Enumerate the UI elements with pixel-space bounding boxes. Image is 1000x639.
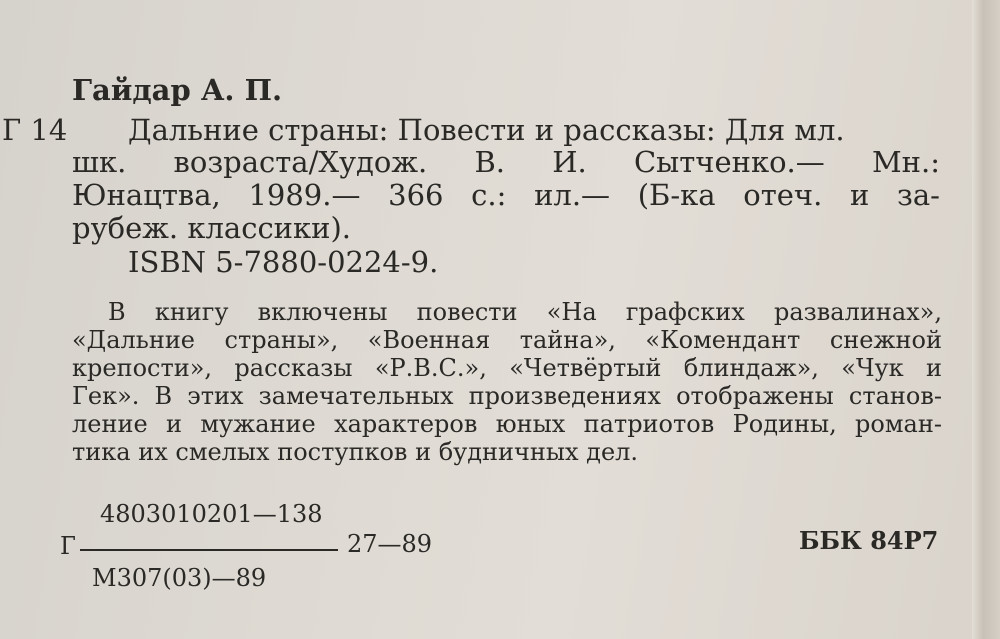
word: и xyxy=(849,178,870,212)
fraction-rule xyxy=(80,549,338,551)
word: Родины, xyxy=(732,410,837,438)
word: Юнацтва, xyxy=(72,178,221,212)
description-line-2 xyxy=(72,145,940,179)
imprint-numerator: 4803010201—138 xyxy=(100,500,323,528)
word: замечательных xyxy=(258,382,454,410)
word: (Б-ка xyxy=(637,178,716,212)
word: и xyxy=(166,410,182,438)
imprint-right-number: 27—89 xyxy=(347,530,433,558)
description-line-1: Дальние страны: Повести и рассказы: Для мл. xyxy=(128,113,845,147)
catalog-code: Г 14 xyxy=(2,113,68,147)
word: В xyxy=(154,382,173,410)
annotation-line-5 xyxy=(72,410,942,438)
word: И. xyxy=(552,145,587,179)
word: станов- xyxy=(848,382,942,410)
word: 1989.— xyxy=(248,178,361,212)
word: рассказы xyxy=(234,354,353,382)
annotation-line-3 xyxy=(72,354,942,382)
word: роман- xyxy=(855,410,942,438)
word: Сытченко.— xyxy=(633,145,825,179)
word: В xyxy=(108,298,126,326)
page-edge xyxy=(972,0,1000,639)
word: «Комендант xyxy=(645,326,801,354)
word: «Военная xyxy=(367,326,491,354)
annotation-line-2 xyxy=(72,326,942,354)
author-heading: Гайдар А. П. xyxy=(72,73,283,107)
word: страны», xyxy=(224,326,339,354)
word: с.: xyxy=(471,178,507,212)
word: развалинах», xyxy=(774,298,942,326)
word: юных xyxy=(495,410,566,438)
word: возраста/Худож. xyxy=(173,145,428,179)
word: книгу xyxy=(154,298,229,326)
word: крепости», xyxy=(72,354,213,382)
word: патриотов xyxy=(583,410,715,438)
word: «Дальние xyxy=(72,326,196,354)
word: мужание xyxy=(200,410,316,438)
word: «Р.В.С.», xyxy=(374,354,487,382)
annotation-line-6: тика их смелых поступков и будничных дел. xyxy=(72,438,639,466)
word: ление xyxy=(72,410,148,438)
word: «Чук xyxy=(841,354,904,382)
word: Мн.: xyxy=(871,145,940,179)
word: отеч. xyxy=(743,178,823,212)
word: графских xyxy=(625,298,745,326)
isbn: ISBN 5-7880-0224-9. xyxy=(128,245,439,279)
word: тайна», xyxy=(519,326,616,354)
word: снежной xyxy=(829,326,942,354)
word: и xyxy=(926,354,942,382)
word: отображены xyxy=(676,382,834,410)
word: «Четвёртый xyxy=(509,354,662,382)
word: ил.— xyxy=(534,178,611,212)
annotation-line-1 xyxy=(108,298,942,326)
description-line-4: рубеж. классики). xyxy=(72,211,351,245)
word: Гек». xyxy=(72,382,140,410)
word: характеров xyxy=(334,410,478,438)
word: 366 xyxy=(388,178,444,212)
word: за- xyxy=(897,178,940,212)
word: блиндаж», xyxy=(683,354,819,382)
word: шк. xyxy=(72,145,127,179)
annotation-line-4 xyxy=(72,382,942,410)
word: этих xyxy=(187,382,244,410)
word: «На xyxy=(546,298,597,326)
imprint-letter: Г xyxy=(60,532,76,560)
word: повести xyxy=(416,298,518,326)
word: произведениях xyxy=(468,382,661,410)
description-line-3 xyxy=(72,178,940,212)
word: включены xyxy=(257,298,388,326)
word: В. xyxy=(474,145,506,179)
imprint-denominator: М307(03)—89 xyxy=(92,564,267,592)
bbk-code: ББК 84Р7 xyxy=(799,526,939,555)
